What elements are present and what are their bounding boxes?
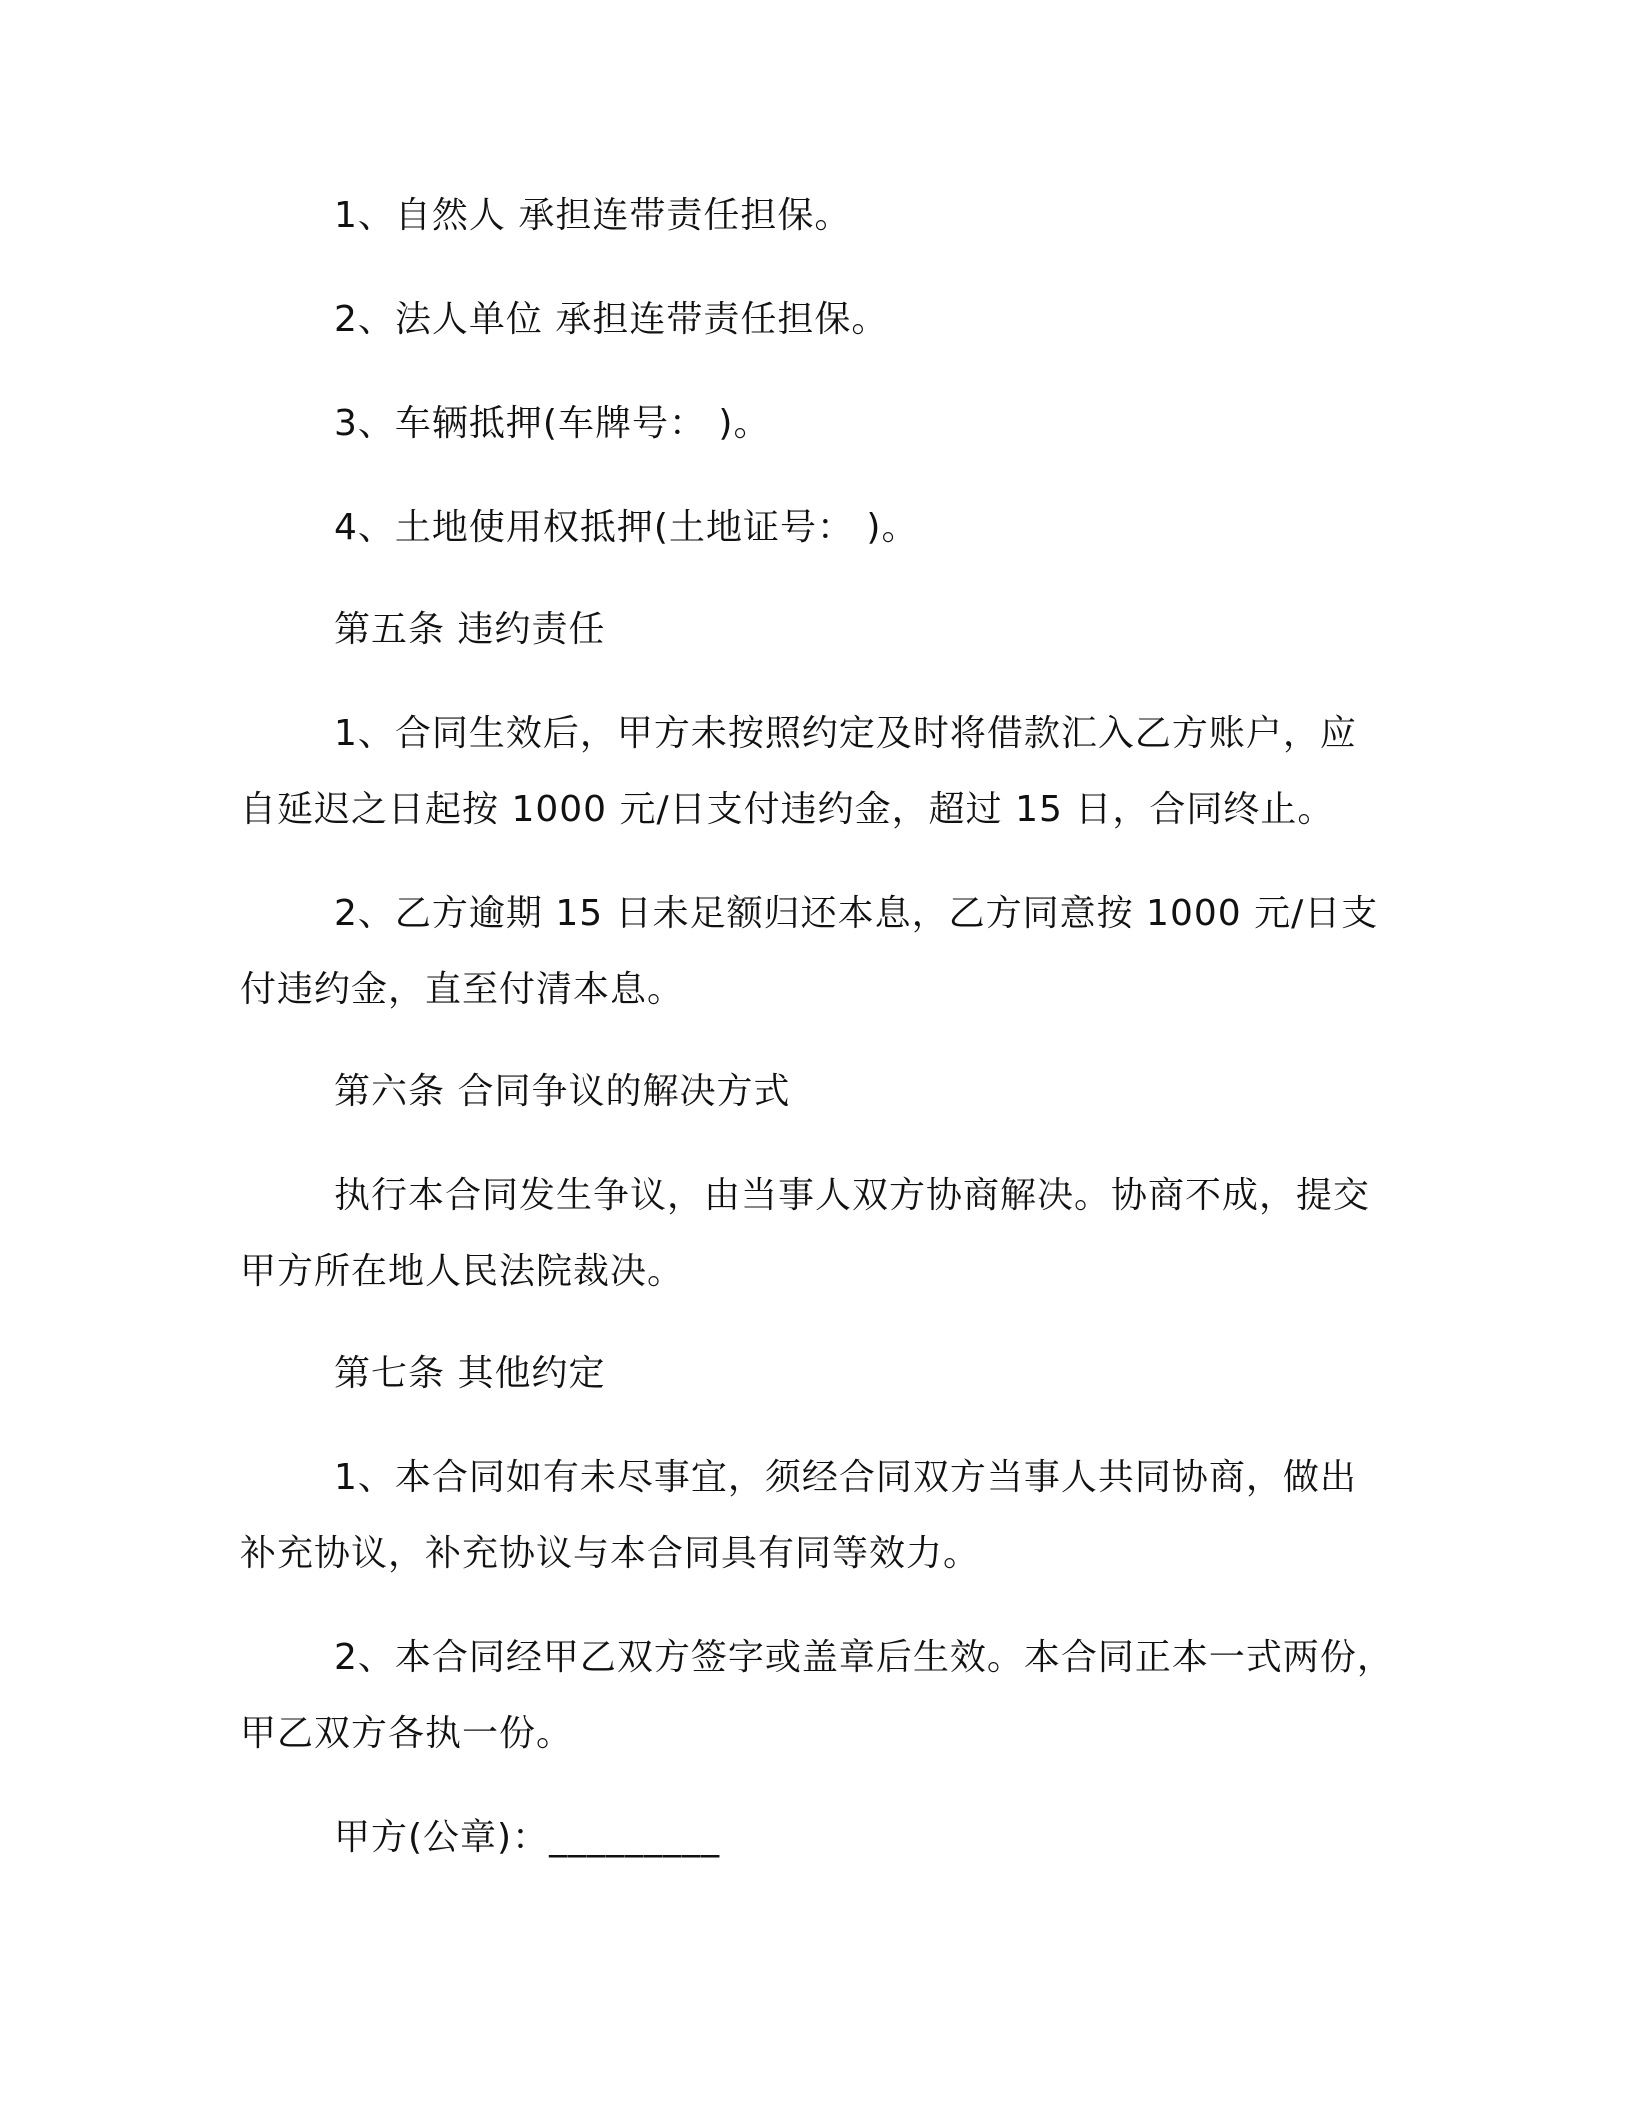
article-7-clause-1-line-2: 补充协议，补充协议与本合同具有同等效力。 bbox=[240, 1533, 981, 1574]
guarantee-item-1: 1、自然人 承担连带责任担保。 bbox=[334, 195, 852, 236]
article-5-heading: 第五条 违约责任 bbox=[334, 609, 606, 650]
article-6-text-line-1: 执行本合同发生争议，由当事人双方协商解决。协商不成，提交 bbox=[334, 1175, 1371, 1216]
party-a-seal-line: 甲方(公章)：_________ bbox=[334, 1817, 721, 1858]
guarantee-item-2: 2、法人单位 承担连带责任担保。 bbox=[334, 299, 889, 340]
article-7-clause-2-line-2: 甲乙双方各执一份。 bbox=[240, 1713, 574, 1754]
article-5-clause-1-line-1: 1、合同生效后，甲方未按照约定及时将借款汇入乙方账户，应 bbox=[334, 713, 1357, 754]
article-5-clause-2-line-1: 2、乙方逾期 15 日未足额归还本息，乙方同意按 1000 元/日支 bbox=[334, 893, 1379, 934]
guarantee-item-3: 3、车辆抵押(车牌号： )。 bbox=[334, 403, 771, 444]
article-7-clause-2-line-1: 2、本合同经甲乙双方签字或盖章后生效。本合同正本一式两份， bbox=[334, 1637, 1394, 1678]
article-7-clause-1-line-1: 1、本合同如有未尽事宜，须经合同双方当事人共同协商，做出 bbox=[334, 1457, 1357, 1498]
article-5-clause-1-line-2: 自延迟之日起按 1000 元/日支付违约金，超过 15 日，合同终止。 bbox=[240, 789, 1335, 830]
article-6-text-line-2: 甲方所在地人民法院裁决。 bbox=[240, 1251, 685, 1292]
article-7-heading: 第七条 其他约定 bbox=[334, 1353, 606, 1394]
guarantee-item-4: 4、土地使用权抵押(土地证号： )。 bbox=[334, 507, 919, 548]
article-6-heading: 第六条 合同争议的解决方式 bbox=[334, 1071, 791, 1112]
article-5-clause-2-line-2: 付违约金，直至付清本息。 bbox=[240, 969, 685, 1010]
